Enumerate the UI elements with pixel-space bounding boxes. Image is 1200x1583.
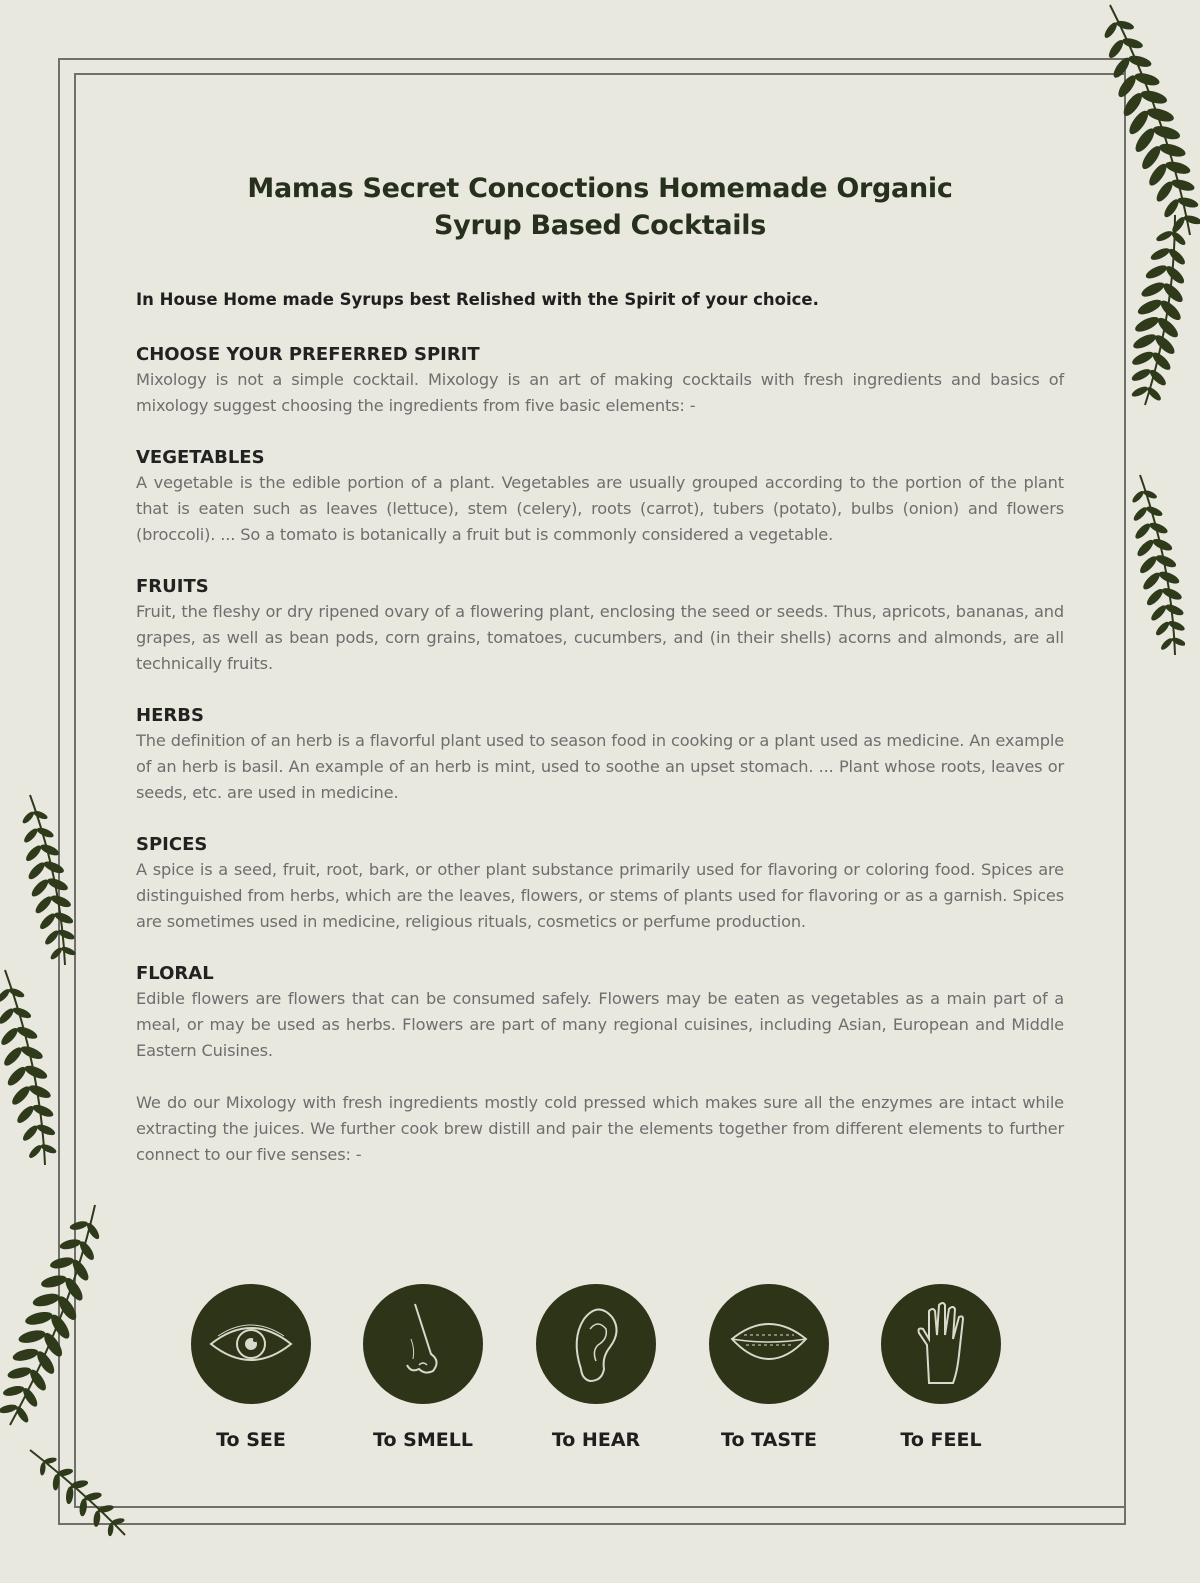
section-spirit: [136, 342, 1064, 419]
fern-left-bottom-icon: [20, 1440, 130, 1540]
section-heading: FLORAL: [136, 963, 214, 984]
sense-label: To TASTE: [721, 1429, 817, 1451]
title-line-2: Syrup Based Cocktails: [434, 210, 766, 241]
fern-top-right-icon: [1090, 0, 1200, 240]
sense-label: To SMELL: [373, 1429, 473, 1451]
sense-circle: [191, 1284, 311, 1404]
content: [136, 170, 1064, 1168]
eye-icon: [206, 1314, 296, 1374]
section-spices: [136, 832, 1064, 935]
section-body: Edible flowers are flowers that can be consumed safely. Flowers may be eaten as vegetables as a main part of a meal, or may be used as herbs. Flowers are part of many regional cuisines, including Asian, European and Middle Eastern Cuisines.: [136, 989, 1064, 1060]
ear-icon: [566, 1299, 626, 1389]
sense-circle: [536, 1284, 656, 1404]
sense-taste: [704, 1284, 834, 1451]
section-heading: HERBS: [136, 705, 204, 726]
sense-feel: [876, 1284, 1006, 1451]
section-body: The definition of an herb is a flavorful plant used to season food in cooking or a plant used as medicine. An example of an herb is basil. An example of an herb is mint, used to soothe an upset stomach. ... Plant whose roots, leaves or seeds, etc. are used in medicine.: [136, 731, 1064, 802]
title-line-1: Mamas Secret Concoctions Homemade Organic: [247, 173, 953, 204]
hand-icon: [911, 1299, 971, 1389]
mouth-icon: [724, 1309, 814, 1379]
section-fruits: [136, 574, 1064, 677]
section-body: Mixology is not a simple cocktail. Mixology is an art of making cocktails with fresh ingredients and basics of mixology suggest choosing the ingredients from five basic elements: -: [136, 370, 1064, 415]
section-body: Fruit, the fleshy or dry ripened ovary of a flowering plant, enclosing the seed or seeds. Thus, apricots, bananas, and grapes, as well as bean pods, corn grains, tomatoes, cucumbers, and (in their shells) acorns and almonds, are all technically fruits.: [136, 602, 1064, 673]
fern-left-upper-icon: [0, 790, 80, 970]
fern-left-lower-icon: [0, 1200, 110, 1430]
sense-hear: [531, 1284, 661, 1451]
page-title: [136, 170, 1064, 244]
closing-text: We do our Mixology with fresh ingredients mostly cold pressed which makes sure all the enzymes are intact while extracting the juices. We further cook brew distill and pair the elements together from different elements to further connect to our five senses: -: [136, 1093, 1064, 1164]
section-herbs: [136, 703, 1064, 806]
sense-see: [186, 1284, 316, 1451]
section-heading: FRUITS: [136, 576, 209, 597]
senses-row: [186, 1284, 1006, 1454]
fern-right-lower-icon: [1105, 470, 1185, 660]
sense-smell: [358, 1284, 488, 1451]
section-floral: [136, 961, 1064, 1064]
sense-circle: [363, 1284, 483, 1404]
sense-circle: [881, 1284, 1001, 1404]
section-body: A spice is a seed, fruit, root, bark, or other plant substance primarily used for flavoring or coloring food. Spices are distinguished from herbs, which are the leaves, flowers, or stems of plants used for flavoring or as a garnish. Spices are sometimes used in medicine, religious rituals, cosmetics or perfume production.: [136, 860, 1064, 931]
sense-label: To HEAR: [551, 1429, 641, 1451]
section-heading: VEGETABLES: [136, 447, 265, 468]
fern-right-middle-icon: [1105, 210, 1200, 410]
sense-label: To SEE: [216, 1429, 286, 1451]
nose-icon: [393, 1299, 453, 1389]
section-body: A vegetable is the edible portion of a plant. Vegetables are usually grouped according to the portion of the plant that is eaten such as leaves (lettuce), stem (celery), roots (carrot), tubers (potato), bulbs (onion) and flowers (broccoli). ... So a tomato is botanically a fruit but is commonly considered a vegetable.: [136, 473, 1064, 544]
section-vegetables: [136, 445, 1064, 548]
sense-label: To FEEL: [900, 1429, 982, 1451]
fern-left-middle-icon: [0, 960, 80, 1170]
sense-circle: [709, 1284, 829, 1404]
section-heading: CHOOSE YOUR PREFERRED SPIRIT: [136, 344, 480, 365]
intro-text: In House Home made Syrups best Relished with the Spirit of your choice.: [136, 290, 819, 309]
section-heading: SPICES: [136, 834, 208, 855]
